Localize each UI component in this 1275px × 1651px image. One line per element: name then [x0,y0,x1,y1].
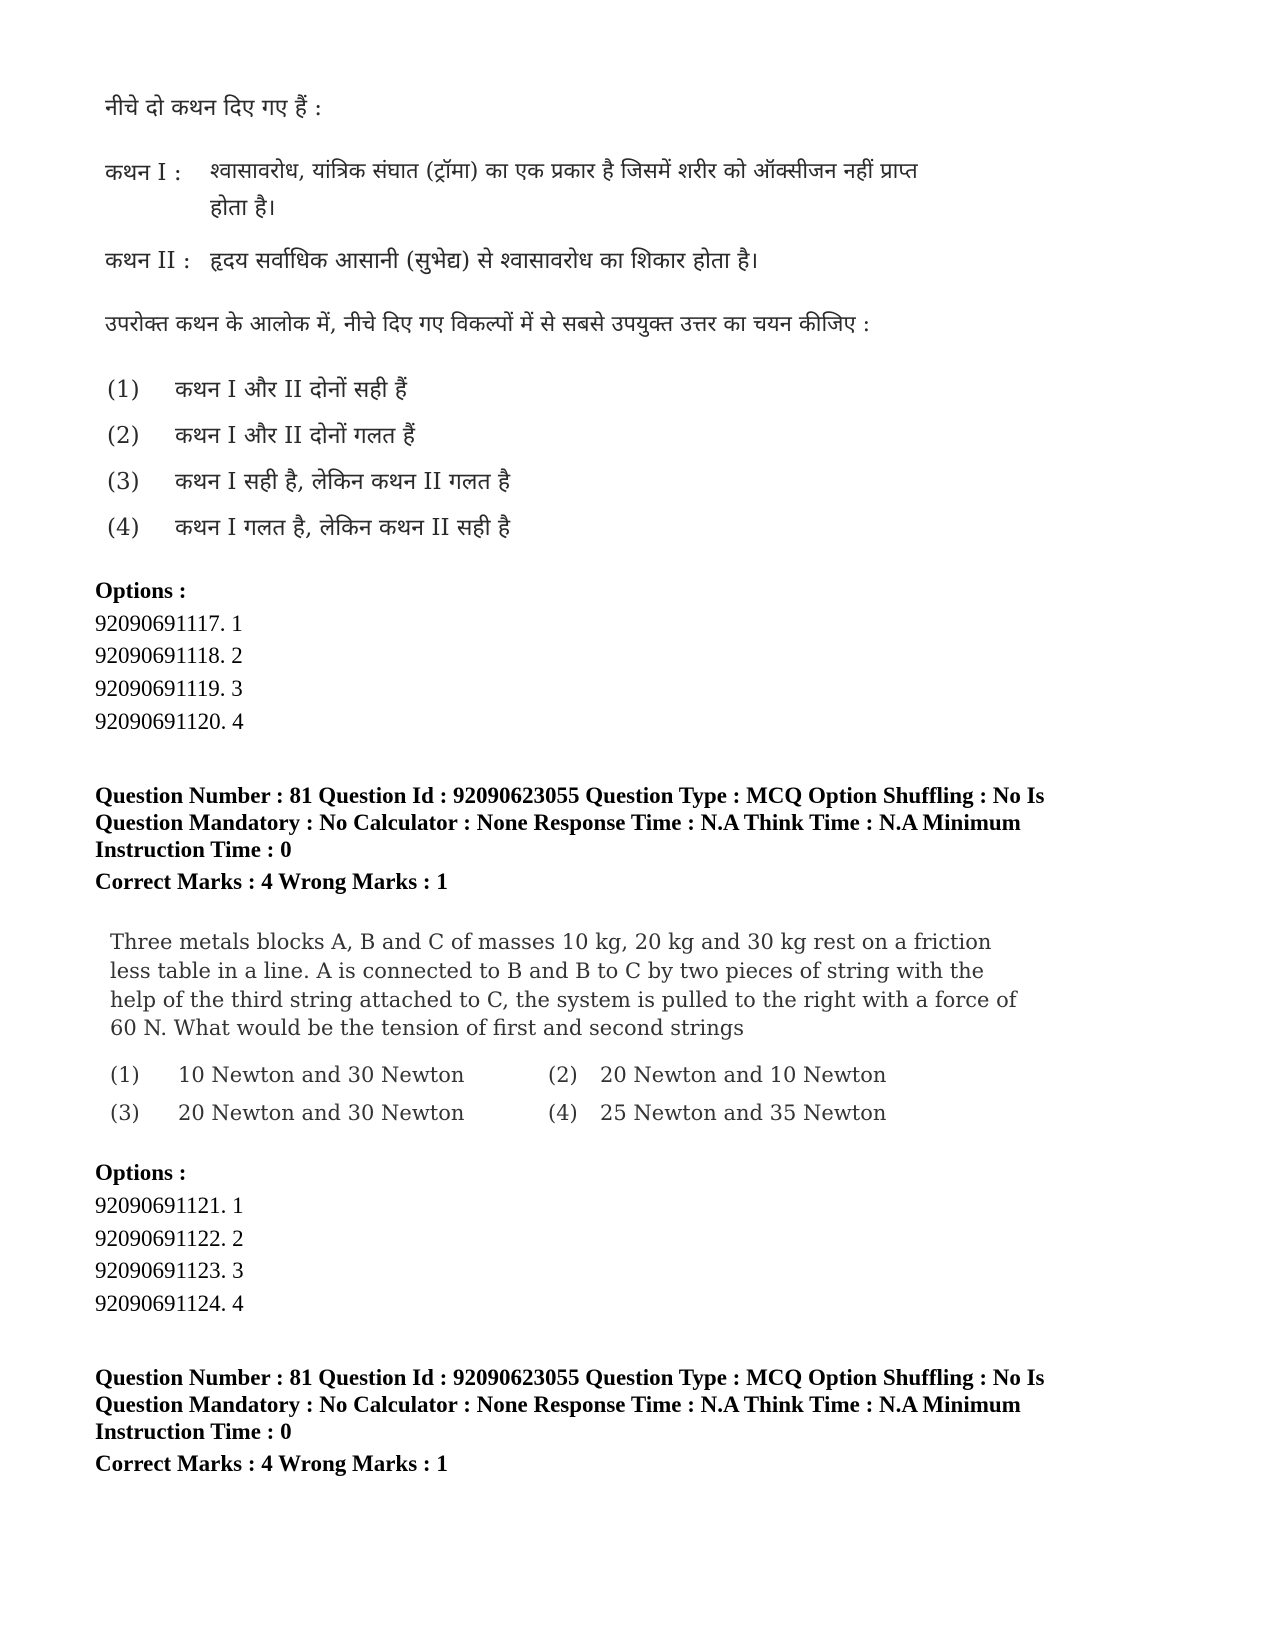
q81-choice-row [110,1063,464,1087]
q80-statement1-label: कथन I : [105,160,182,186]
q81-choice-text: 20 Newton and 10 Newton [600,1063,887,1087]
q81b-meta-line3: Instruction Time : 0 [95,1419,292,1444]
q81-choice-row [548,1101,886,1125]
q81-option-id: 92090691122. 2 [95,1226,244,1251]
q81-choice-number: (1) [110,1063,140,1087]
q81-choice-number: (3) [110,1101,140,1125]
q81-text-line: help of the third string attached to C, the system is pulled to the right with a force of [110,988,1017,1012]
q81-choice-row [110,1101,464,1125]
q80-choice-number: (2) [107,423,140,449]
q81-choice-text: 10 Newton and 30 Newton [178,1063,465,1087]
q80-statement2-text: हृदय सर्वाधिक आसानी (सुभेद्य) से श्वासावरोध का शिकार होता है। [210,248,759,274]
q80-instruction: उपरोक्त कथन के आलोक में, नीचे दिए गए विकल्पों में से सबसे उपयुक्त उत्तर का चयन कीजिए : [105,312,871,337]
q81-marks: Correct Marks : 4 Wrong Marks : 1 [95,869,448,894]
q81-choice-text: 20 Newton and 30 Newton [178,1101,465,1125]
q80-choice-text: कथन I गलत है, लेकिन कथन II सही है [175,515,511,541]
q80-choice-number: (1) [107,377,140,403]
q81-choice-row [548,1063,886,1087]
q80-choice-text: कथन I सही है, लेकिन कथन II गलत है [175,469,511,495]
q80-choice-row [107,464,510,496]
q81b-meta-line1: Question Number : 81 Question Id : 92090623055 Question Type : MCQ Option Shuffling : No Is [95,1365,1045,1390]
q81b-marks: Correct Marks : 4 Wrong Marks : 1 [95,1451,448,1476]
q80-intro: नीचे दो कथन दिए गए हैं : [105,95,323,121]
q81-option-id: 92090691124. 4 [95,1291,244,1316]
q80-statement1-line1: श्वासावरोध, यांत्रिक संघात (ट्रॉमा) का एक प्रकार है जिसमें शरीर को ऑक्सीजन नहीं प्राप्त [210,159,918,184]
q81-option-id: 92090691123. 3 [95,1258,244,1283]
q81-choice-number: (4) [548,1101,578,1125]
q80-choice-number: (4) [107,515,140,541]
q80-statement2-label: कथन II : [105,248,191,274]
q80-choice-text: कथन I और II दोनों सही हैं [175,377,408,403]
q80-option-id: 92090691119. 3 [95,676,243,701]
q80-choice-text: कथन I और II दोनों गलत हैं [175,423,415,449]
q81-meta-line3: Instruction Time : 0 [95,837,292,862]
q81-text-line: Three metals blocks A, B and C of masses 10 kg, 20 kg and 30 kg rest on a friction [110,930,992,954]
q80-option-id: 92090691120. 4 [95,709,244,734]
q80-statement1-line2: होता है। [210,195,276,221]
q81-text-line: 60 N. What would be the tension of first and second strings [110,1016,744,1040]
q80-choice-row [107,372,407,404]
q81b-meta-line2: Question Mandatory : No Calculator : None Response Time : N.A Think Time : N.A Minimum [95,1392,1021,1417]
q80-options-heading: Options : [95,578,187,603]
q80-choice-row [107,510,510,542]
q81-meta-line2: Question Mandatory : No Calculator : None Response Time : N.A Think Time : N.A Minimum [95,810,1021,835]
q80-option-id: 92090691117. 1 [95,611,243,636]
q81-meta-line1: Question Number : 81 Question Id : 92090623055 Question Type : MCQ Option Shuffling : No Is [95,783,1045,808]
q81-text-line: less table in a line. A is connected to B and B to C by two pieces of string with the [110,959,985,983]
q81-option-id: 92090691121. 1 [95,1193,244,1218]
q80-option-id: 92090691118. 2 [95,643,243,668]
q80-choice-number: (3) [107,469,140,495]
q81-options-heading: Options : [95,1160,187,1185]
q80-choice-row [107,418,415,450]
q81-choice-number: (2) [548,1063,578,1087]
q81-choice-text: 25 Newton and 35 Newton [600,1101,887,1125]
